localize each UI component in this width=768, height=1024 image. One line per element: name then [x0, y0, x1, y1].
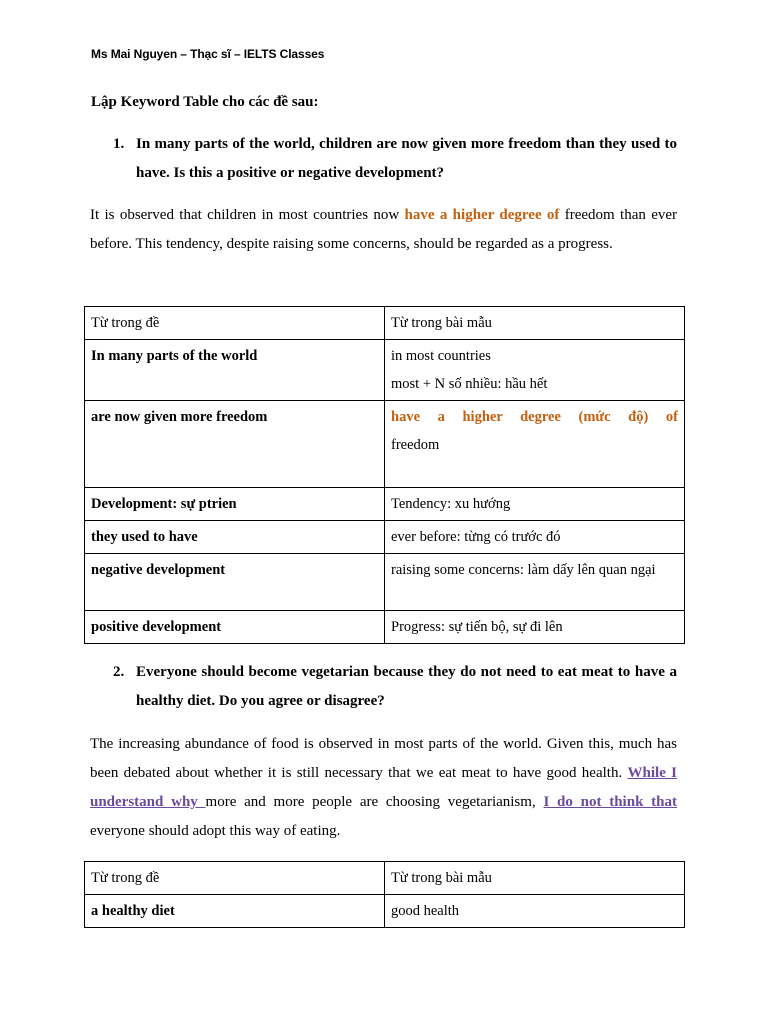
question-prompt: In many parts of the world, children are now given more freedom than they used to have. Is this a positive or negative development? [136, 136, 677, 181]
table-cell-line: in most countries [391, 348, 491, 364]
keyword-table [84, 861, 685, 928]
table-row [85, 401, 685, 488]
table-row [85, 554, 685, 611]
table-cell-sample-word: raising some concerns: làm dấy lên quan ngại [385, 554, 685, 611]
table-cell-sample-word: good health [385, 895, 685, 928]
sample-text: everyone should adopt this way of eating. [90, 823, 341, 839]
table-cell-question-word: a healthy diet [85, 895, 385, 928]
table-cell-sample-word [385, 340, 685, 401]
sample-link-phrase[interactable]: While I understand why [90, 765, 677, 810]
table-cell-question-word: they used to have [85, 521, 385, 554]
sample-paragraph [90, 201, 677, 259]
sample-link-phrase[interactable]: I do not think that [543, 794, 677, 810]
sample-text: It is observed that children in most countries now [90, 207, 405, 223]
highlighted-phrase: have a higher degree (mức độ) of [391, 409, 678, 425]
sample-text: more and more people are choosing vegetarianism, [205, 794, 544, 810]
table-cell-line: freedom [391, 437, 440, 453]
table-header-cell: Từ trong đề [85, 862, 385, 895]
question-prompt: Everyone should become vegetarian because they do not need to eat meat to have a healthy diet. Do you agree or disagree? [136, 664, 677, 709]
table-header-cell: Từ trong đề [85, 307, 385, 340]
table-cell-question-word: Development: sự ptrien [85, 488, 385, 521]
table-header-cell: Từ trong bài mẫu [385, 307, 685, 340]
table-header-row [85, 862, 685, 895]
page-header: Ms Mai Nguyen – Thạc sĩ – IELTS Classes [91, 47, 325, 61]
sample-paragraph [90, 730, 677, 846]
question-number: 1. [113, 136, 125, 152]
table-row [85, 895, 685, 928]
table-row [85, 521, 685, 554]
question-number: 2. [113, 664, 125, 680]
table-cell-sample-word [385, 401, 685, 488]
table-cell-question-word: negative development [85, 554, 385, 611]
highlighted-phrase: have a higher degree of [404, 207, 560, 223]
table-cell-sample-word: Progress: sự tiến bộ, sự đi lên [385, 611, 685, 644]
sample-text: freedom than ever before. This tendency, despite raising some concerns, should be regarded as a progress. [90, 207, 678, 252]
table-header-cell: Từ trong bài mẫu [385, 862, 685, 895]
table-row [85, 488, 685, 521]
sample-text: The increasing abundance of food is observed in most parts of the world. Given this, much has been debated about whether it is still necessary that we eat meat to have good health. [90, 736, 677, 781]
table-row [85, 611, 685, 644]
table-cell-line: most + N số nhiều: hầu hết [391, 376, 548, 392]
table-cell-question-word: In many parts of the world [85, 340, 385, 401]
keyword-table [84, 306, 685, 644]
table-cell-sample-word: Tendency: xu hướng [385, 488, 685, 521]
table-cell-question-word: are now given more freedom [85, 401, 385, 488]
table-header-row [85, 307, 685, 340]
table-cell-sample-word: ever before: từng có trước đó [385, 521, 685, 554]
table-row [85, 340, 685, 401]
page-title: Lập Keyword Table cho các đề sau: [91, 94, 319, 110]
table-cell-question-word: positive development [85, 611, 385, 644]
